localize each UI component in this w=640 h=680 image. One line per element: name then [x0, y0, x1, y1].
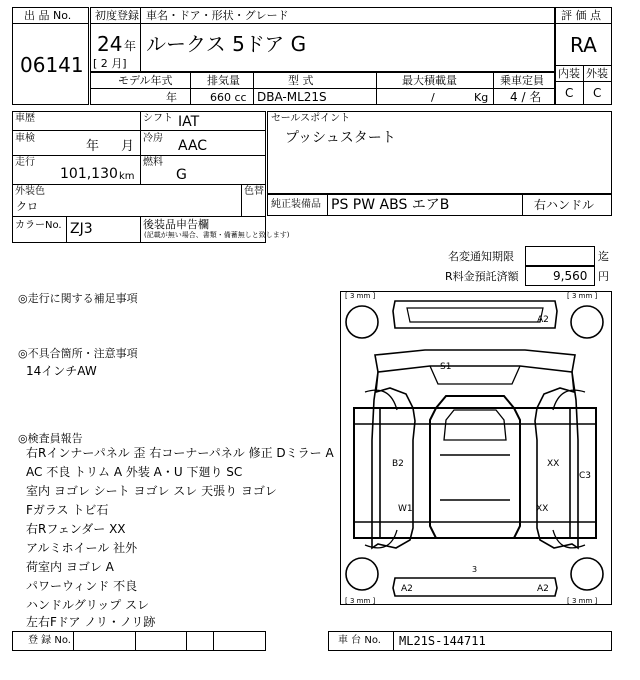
- rear-bumper: [393, 578, 557, 596]
- lot-number: 06141: [20, 53, 84, 77]
- first-reg-label: 初度登録: [95, 9, 139, 22]
- mark-w1: W1: [398, 504, 413, 514]
- inspector-heading: ◎検査員報告: [18, 432, 83, 445]
- max-load-label: 最大積載量: [402, 74, 457, 87]
- recolor-label: 色替: [244, 186, 264, 197]
- chassis-label: 車 台 No.: [338, 635, 381, 646]
- body-outline: [354, 408, 596, 538]
- inspector-line: AC 不良 トリム A 外装 A・U 下廻り SC: [26, 465, 243, 479]
- tire-front-right: [571, 306, 603, 338]
- capacity-label: 乗車定員: [500, 74, 544, 87]
- aftermarket-label: 後装品申告欄: [143, 218, 209, 231]
- front-bumper: [393, 301, 557, 328]
- tire-reading-tr: [ 3 mm ]: [567, 292, 598, 300]
- defects-heading: ◎不具合箇所・注意事項: [18, 347, 138, 360]
- inspector-line: パワーウィンド 不良: [26, 579, 138, 593]
- cabin: [430, 396, 520, 538]
- ac-label: 冷房: [143, 133, 163, 144]
- mark-roof-a2: A2: [537, 315, 549, 325]
- factory-options-value: PS PW ABS エアB: [331, 197, 450, 213]
- inspector-line: ハンドルグリップ スレ: [26, 598, 150, 612]
- mileage-label: 走行: [15, 157, 35, 168]
- inspector-line: 右Rフェンダー XX: [26, 522, 126, 536]
- tire-rear-right: [571, 558, 603, 590]
- history-label: 車歴: [15, 113, 35, 124]
- mark-a2-bottom-left: A2: [401, 584, 413, 594]
- first-reg-month: [ 2 月]: [93, 57, 127, 70]
- first-reg-year: 24: [97, 32, 123, 56]
- shift-value: IAT: [178, 114, 200, 130]
- tire-rear-left: [346, 558, 378, 590]
- recycle-label: R料金預託済額: [445, 270, 519, 283]
- sales-point-value: プッシュスタート: [285, 130, 396, 146]
- interior-grade: C: [565, 86, 574, 100]
- type-label: 型 式: [288, 74, 314, 87]
- model-year-label: モデル年式: [118, 74, 173, 87]
- lot-label: 出 品 No.: [24, 9, 72, 22]
- inspector-line: アルミホイール 社外: [26, 541, 138, 555]
- reg-no-label: 登 録 No.: [28, 635, 71, 646]
- tire-front-left: [346, 306, 378, 338]
- inspector-line: 右Rインナーパネル 歪 右コーナーパネル 修正 Dミラー A: [26, 446, 334, 460]
- inspector-line: 左右Fドア ノリ・ノリ跡: [26, 615, 156, 629]
- defect-item: 14インチAW: [26, 364, 97, 378]
- exterior-color-value: クロ: [16, 200, 38, 213]
- first-reg-year-unit: 年: [124, 39, 137, 53]
- factory-options-label: 純正装備品: [271, 199, 321, 210]
- chassis-number: ML21S-144711: [399, 634, 486, 648]
- mileage-unit: km: [119, 171, 135, 182]
- exterior-label: 外装: [586, 67, 608, 80]
- score-label: 評 価 点: [561, 9, 601, 22]
- color-no-label: カラーNo.: [15, 220, 62, 231]
- inspection-label: 車検: [15, 133, 35, 144]
- displacement-value: 660 cc: [210, 91, 247, 104]
- displacement-label: 排気量: [207, 74, 240, 87]
- tire-reading-bottom-center: 3: [472, 565, 478, 574]
- name-change-label: 名変通知期限: [448, 250, 514, 263]
- interior-label: 内装: [558, 67, 580, 80]
- hood: [375, 350, 575, 372]
- mark-xx-right-top: XX: [547, 459, 560, 469]
- model-year-unit: 年: [166, 91, 177, 104]
- recycle-amount: 9,560: [553, 269, 588, 283]
- inspection-year-unit: 年: [86, 139, 100, 154]
- inspector-line: Fガラス トビ石: [26, 503, 109, 517]
- inspector-line: 室内 ヨゴレ シート ヨゴレ スレ 天張り ヨゴレ: [26, 484, 277, 498]
- mark-a2-bottom-right: A2: [537, 584, 549, 594]
- sales-point-label: セールスポイント: [271, 113, 351, 124]
- recycle-unit: 円: [598, 270, 609, 283]
- mark-s1: S1: [440, 362, 452, 372]
- name-change-unit: 迄: [598, 250, 609, 263]
- inspection-month-unit: 月: [121, 139, 135, 154]
- steering-value: 右ハンドル: [534, 198, 595, 212]
- driving-heading: ◎走行に関する補足事項: [18, 292, 138, 305]
- car-name-label: 車名・ドア・形状・グレード: [146, 9, 289, 22]
- exterior-grade: C: [593, 86, 602, 100]
- car-name: ルークス 5ドア G: [146, 32, 307, 56]
- score-value: RA: [570, 33, 597, 57]
- exterior-color-label: 外装色: [15, 186, 45, 197]
- tire-reading-bl: [ 3 mm ]: [345, 597, 376, 605]
- mark-c3: C3: [579, 471, 592, 481]
- tire-reading-tl: [ 3 mm ]: [345, 292, 376, 300]
- ac-value: AAC: [178, 138, 208, 154]
- max-load-slash: /: [431, 91, 435, 104]
- capacity-value: 4 / 名: [510, 90, 542, 104]
- mark-xx-right-bottom: XX: [536, 504, 549, 514]
- aftermarket-note: (記載が無い場合、書類・備蓄無しと致します): [144, 231, 290, 239]
- inspector-line: 荷室内 ヨゴレ A: [26, 560, 114, 574]
- tire-reading-br: [ 3 mm ]: [567, 597, 598, 605]
- model-code: DBA-ML21S: [257, 90, 327, 104]
- fuel-value: G: [176, 167, 187, 183]
- fuel-label: 燃料: [143, 157, 163, 168]
- mileage-value: 101,130: [60, 166, 118, 182]
- max-load-unit: Kg: [474, 91, 489, 104]
- mark-b2: B2: [392, 459, 404, 469]
- shift-label: シフト: [143, 113, 173, 124]
- color-no-value: ZJ3: [70, 221, 93, 237]
